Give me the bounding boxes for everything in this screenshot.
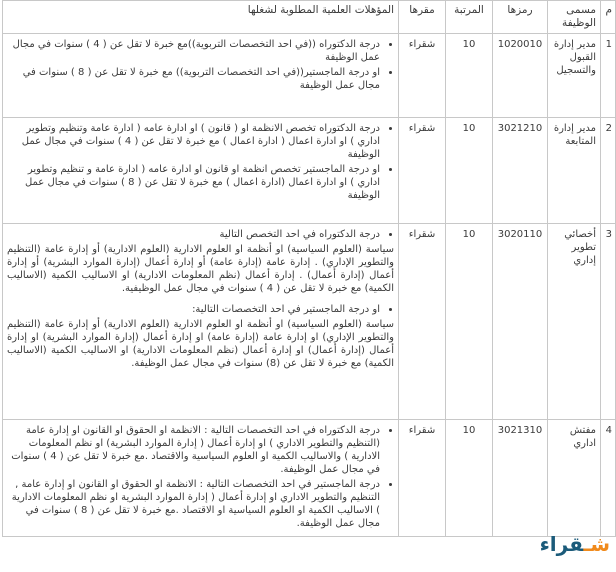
row-location: شقراء [399, 118, 446, 224]
table-row [3, 118, 616, 224]
header-code: رمزها [493, 1, 548, 34]
site-logo [541, 524, 616, 572]
qualifications-list [7, 228, 394, 241]
qualifications-list [7, 38, 394, 92]
row-num: 2 [601, 118, 616, 224]
row-location: شقراء [399, 34, 446, 118]
row-rank: 10 [446, 118, 493, 224]
qualifications-list [7, 122, 394, 202]
row-num: 4 [601, 420, 616, 537]
header-qualifications: المؤهلات العلمية المطلوبة لشغلها [3, 1, 399, 34]
qualification-item: • او درجة الماجستير((في احد التخصصات التربوية)) مع خبرة لا تقل عن ( 8 ) سنوات في مجال عمل الوظيفة [7, 66, 380, 92]
row-qualifications [3, 224, 399, 420]
row-code: 3020110 [493, 224, 548, 420]
table-row [3, 34, 616, 118]
row-num: 3 [601, 224, 616, 420]
row-location: شقراء [399, 420, 446, 537]
header-num: م [601, 1, 616, 34]
table-header-row [3, 1, 616, 34]
qualification-item: • او درجة الماجستير في احد التخصصات التالية: [7, 303, 380, 316]
row-title: أخصائي تطوير إداري [548, 224, 601, 420]
qualification-item: • درجة الدكتوراه ((في احد التخصصات التربوية))مع خبرة لا تقل عن ( 4 ) سنوات في مجال عمل الوظيفة [7, 38, 380, 64]
row-qualifications [3, 420, 399, 537]
qualification-item: • درجة الدكتوراه في احد التخصصات التالية : الانظمة او الحقوق او القانون او إدارة عامة (التنظيم والتطوير الاداري ) او إدارة أعمال ( إدارة الموارد البشرية) او نظم المعلومات الادارية ) والاساليب الكمية او العلوم السياسية والاقتصاد .مع خبرة لا تقل عن ( 4 ) سنوات في مجال عمل الوظيفة. [7, 424, 380, 476]
qualification-item: • درجة الماجستير في احد التخصصات التالية : الانظمة او الحقوق او القانون او إدارة عامة , التنظيم والتطوير الاداري او إدارة أعمال ( إدارة الموارد البشرية او نظم المعلومات الادارية ) الاساليب الكمية او العلوم السياسية او الاقتصاد .مع خبرة لا تقل عن ( 8 ) سنوات في مجال عمل الوظيفة. [7, 478, 380, 530]
row-rank: 10 [446, 420, 493, 537]
row-title: مدير إدارة القبول والتسجيل [548, 34, 601, 118]
logo-accent-text: شـ [583, 532, 610, 556]
row-code: 3021310 [493, 420, 548, 537]
header-rank: المرتبة [446, 1, 493, 34]
table-row [3, 420, 616, 537]
row-title: مدير إدارة المتابعة [548, 118, 601, 224]
row-title: مفتش اداري [548, 420, 601, 537]
qualifications-list [7, 303, 394, 316]
qualifications-list [7, 424, 394, 530]
qualification-item: • درجة الدكتوراه تخصص الانظمة او ( قانون ) او ادارة عامه ( ادارة عامة وتنظيم وتطوير اداري ) او ادارة اعمال ( ادارة اعمال ) مع خبرة لا تقل عن ( 4 ) سنوات في مجال عمل الوظيفة [7, 122, 380, 161]
logo-text [540, 532, 610, 556]
qualification-item: • او درجة الماجستير تخصص انظمة او قانون او ادارة عامه ( ادارة عامة و تنظيم وتطوير اداري ) او ادارة اعمال (ادارة اعمال ) مع خبرة لا تقل عن ( 8 ) سنوات في مجال عمل الوظيفة [7, 163, 380, 202]
row-rank: 10 [446, 224, 493, 420]
qualification-paragraph: سياسة (العلوم السياسية) او أنظمة او العلوم الادارية (العلوم الادارية) أو إدارة عامة (التنظيم والتطوير الإداري) او إدارة عامة (إدارة عامة) او إدارة أعمال (إدارة الموارد البشرية) او إدارة أعمال (إدارة أعمال) او إدارة أعمال (نظم المعلومات الادارية) او الاساليب الكمية (الاساليب الكمية) مع خبرة لا تقل عن (8) سنوات في مجال عمل الوظيفة. [7, 319, 394, 369]
row-code: 3021210 [493, 118, 548, 224]
row-location: شقراء [399, 224, 446, 420]
qualification-paragraph: سياسة (العلوم السياسية) او أنظمة او العلوم الادارية (العلوم الادارية) أو إدارة عامة (التنظيم والتطوير الإداري) . إدارة عامة (إدارة عامة) أو إدارة أعمال (إدارة الموارد البشرية) أو إدارة أعمال (إدارة أعمال) . إدارة أعمال (نظم المعلومات الادارية) او الاساليب الكمية (الاساليب الكمية) مع خبرة لا تقل عن ( 4 ) سنوات في مجال عمل الوظيفية. [7, 244, 394, 294]
row-qualifications [3, 118, 399, 224]
row-qualifications [3, 34, 399, 118]
header-title: مسمى الوظيفة [548, 1, 601, 34]
row-rank: 10 [446, 34, 493, 118]
logo-main-text: قراء [539, 532, 584, 556]
header-location: مقرها [399, 1, 446, 34]
table-row [3, 224, 616, 420]
row-num: 1 [601, 34, 616, 118]
row-code: 1020010 [493, 34, 548, 118]
qualification-item: • درجة الدكتوراه في احد التخصص التالية [7, 228, 380, 241]
jobs-table [2, 0, 616, 537]
